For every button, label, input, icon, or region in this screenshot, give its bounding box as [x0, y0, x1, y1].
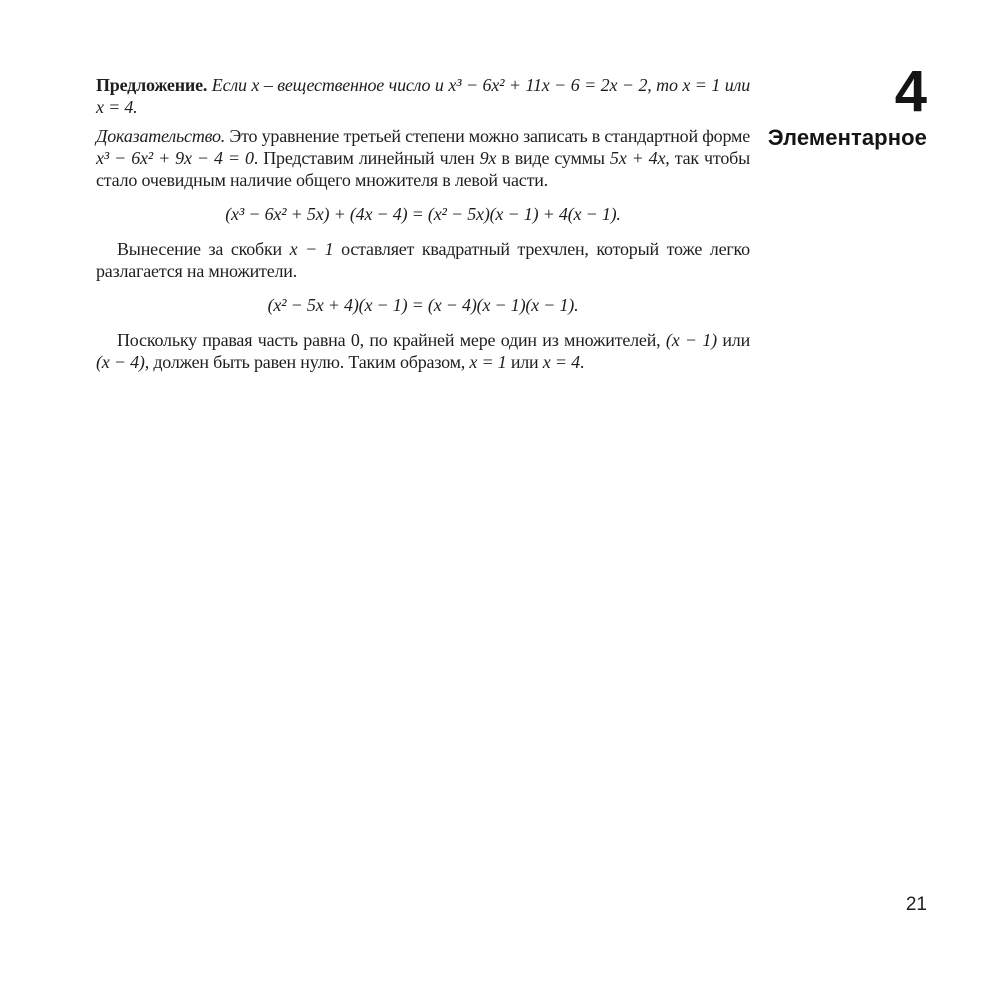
- proof-paragraph: [96, 126, 750, 192]
- text-segment: оставляет квадратный трехчлен, который тоже легко разлагается на множители.: [96, 238, 750, 281]
- text-segment: или: [506, 351, 543, 372]
- text-segment: в виде суммы: [496, 147, 610, 168]
- chapter-number: 4: [894, 59, 927, 124]
- conclusion-paragraph: [96, 330, 750, 374]
- page-number: 21: [905, 894, 927, 915]
- text-segment: . Представим линейный член: [253, 147, 480, 168]
- factoring-paragraph: [96, 239, 750, 283]
- text-segment: , так чтобы стало очевидным наличие общего множителя в левой части.: [96, 147, 750, 190]
- inline-math: (x − 4): [96, 351, 145, 372]
- content-column: [96, 75, 750, 380]
- inline-math: x − 1: [289, 238, 334, 259]
- inline-math: (x − 1): [665, 329, 717, 350]
- equation-full-factoring: (x² − 5x + 4)(x − 1) = (x − 4)(x − 1)(x − 1).: [267, 294, 579, 315]
- text-segment: Это уравнение третьей степени можно записать в стандартной форме: [225, 125, 750, 146]
- proposition-label: Предложение.: [96, 75, 208, 95]
- inline-math: x = 4: [542, 351, 580, 372]
- inline-math: x = 1: [469, 351, 507, 372]
- text-segment: или: [716, 329, 751, 350]
- inline-math: 9x: [479, 147, 497, 168]
- equation-first-factoring: (x³ − 6x² + 5x) + (4x − 4) = (x² − 5x)(x − 1) + 4(x − 1).: [225, 203, 621, 224]
- text-segment: , то x = 1 или x = 4.: [96, 75, 751, 117]
- text-segment: Вынесение за скобки: [117, 238, 290, 259]
- inline-math: 5x + 4x: [609, 147, 666, 168]
- inline-math: x³ − 6x² + 9x − 4 = 0: [96, 147, 254, 168]
- inline-math: x³ − 6x² + 11x − 6 = 2x − 2: [448, 75, 648, 95]
- chapter-title: Элементарное: [767, 125, 927, 151]
- text-segment: Поскольку правая часть равна 0, по крайней мере один из множителей,: [117, 329, 666, 350]
- proposition-paragraph: [96, 75, 750, 119]
- text-segment: .: [579, 351, 585, 372]
- chapter-header: [767, 59, 927, 151]
- text-segment: Если x – вещественное число и: [207, 75, 449, 95]
- proof-label: Доказательство.: [96, 125, 226, 146]
- text-segment: , должен быть равен нулю. Таким образом,: [144, 351, 470, 372]
